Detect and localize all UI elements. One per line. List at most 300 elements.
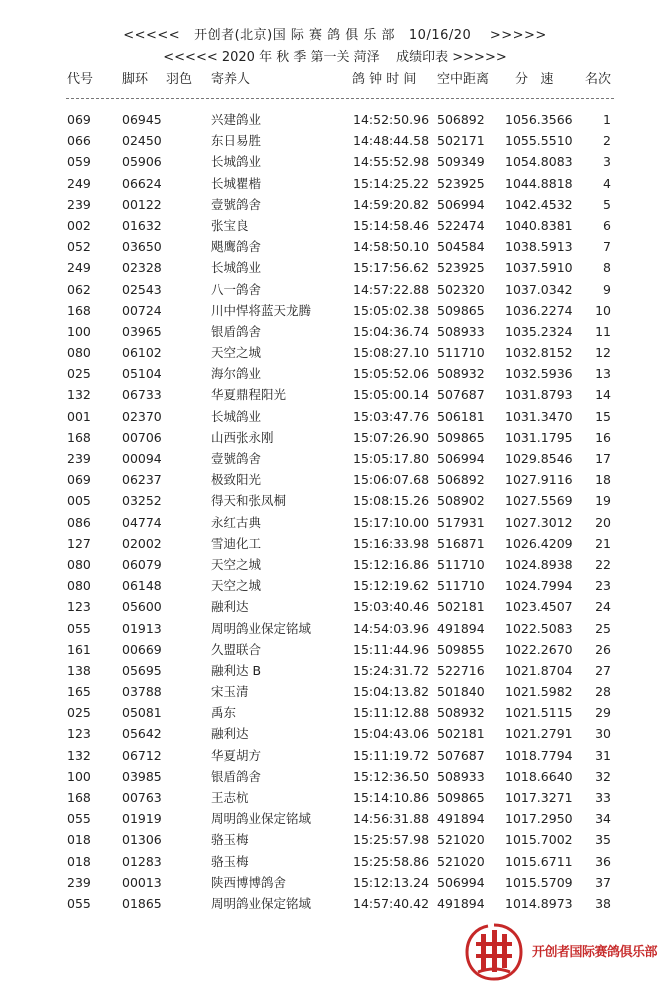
header-code: 代号 (67, 72, 94, 87)
row-time: 15:05:00.14 (353, 387, 430, 403)
row-ring: 05906 (122, 154, 162, 170)
row-owner: 禹东 (211, 705, 237, 721)
row-code: 025 (67, 366, 91, 382)
row-distance: 508933 (437, 323, 485, 339)
header-owner: 寄养人 (211, 72, 251, 87)
row-ring: 06712 (122, 747, 162, 763)
row-distance: 509865 (437, 790, 485, 805)
row-rank: 9 (603, 281, 611, 297)
row-time: 14:58:50.10 (353, 239, 430, 255)
row-distance: 502181 (437, 726, 485, 742)
table-row (0, 872, 670, 893)
row-code: 080 (67, 556, 91, 572)
results-table (0, 109, 670, 914)
row-owner: 周明鸽业保定铭域 (211, 811, 312, 827)
header-rank: 名次 (585, 72, 612, 87)
row-time: 14:59:20.82 (353, 196, 430, 212)
row-ring: 06945 (122, 112, 162, 127)
header-distance: 空中距离 (437, 72, 490, 87)
row-owner: 长城鸽业 (211, 260, 262, 276)
table-row (0, 321, 670, 342)
row-ring: 00013 (122, 874, 162, 890)
row-ring: 03650 (122, 239, 162, 255)
table-row (0, 829, 670, 850)
row-distance: 511710 (437, 345, 485, 361)
row-code: 055 (67, 620, 91, 636)
row-speed: 1054.8083 (505, 154, 573, 170)
row-time: 14:52:50.96 (353, 112, 430, 127)
row-time: 15:12:36.50 (353, 768, 430, 784)
row-rank: 10 (595, 302, 611, 318)
row-distance: 506892 (437, 472, 485, 488)
table-row (0, 893, 670, 914)
row-owner: 银盾鸽舍 (211, 768, 262, 784)
row-code: 127 (67, 535, 91, 551)
row-code: 239 (67, 874, 91, 890)
row-ring: 02328 (122, 260, 162, 276)
row-ring: 00724 (122, 302, 162, 318)
table-row (0, 109, 670, 130)
row-code: 069 (67, 472, 91, 488)
table-row (0, 384, 670, 405)
row-rank: 14 (595, 387, 611, 403)
row-rank: 25 (595, 620, 611, 636)
row-distance: 521020 (437, 853, 485, 869)
row-distance: 502320 (437, 281, 485, 297)
row-rank: 2 (603, 133, 611, 149)
table-row (0, 618, 670, 639)
row-rank: 18 (595, 472, 611, 488)
table-row (0, 639, 670, 660)
table-row (0, 787, 670, 808)
row-speed: 1014.8973 (505, 895, 573, 911)
row-owner: 长城鸽业 (211, 408, 262, 424)
row-code: 132 (67, 747, 91, 763)
row-speed: 1040.8381 (505, 217, 573, 233)
row-distance: 523925 (437, 175, 485, 191)
row-code: 168 (67, 429, 91, 445)
row-distance: 506994 (437, 451, 485, 466)
kaichuangzhe-logo-icon (464, 922, 524, 982)
row-speed: 1036.2274 (505, 302, 573, 318)
row-speed: 1015.6711 (505, 853, 573, 869)
row-rank: 22 (595, 556, 611, 572)
row-rank: 37 (595, 874, 611, 890)
row-code: 001 (67, 408, 91, 424)
row-owner: 久盟联合 (211, 641, 262, 657)
row-time: 15:14:25.22 (353, 175, 430, 191)
row-speed: 1042.4532 (505, 196, 573, 212)
row-owner: 华夏鼎程阳光 (211, 387, 287, 403)
row-code: 161 (67, 641, 91, 657)
row-owner: 周明鸽业保定铭域 (211, 620, 312, 636)
row-time: 14:57:40.42 (353, 895, 430, 911)
row-rank: 36 (595, 853, 611, 869)
row-code: 168 (67, 302, 91, 318)
row-owner: 王志杭 (211, 790, 249, 805)
table-row (0, 448, 670, 469)
header-color: 羽色 (166, 72, 193, 87)
table-row (0, 300, 670, 321)
row-owner: 永红古典 (211, 514, 262, 530)
row-speed: 1037.5910 (505, 260, 573, 276)
row-speed: 1027.9116 (505, 472, 573, 488)
row-code: 100 (67, 323, 91, 339)
table-row (0, 808, 670, 829)
row-distance: 501840 (437, 684, 485, 700)
row-speed: 1018.7794 (505, 747, 573, 763)
row-distance: 522474 (437, 217, 485, 233)
header-divider (66, 98, 614, 99)
row-ring: 01919 (122, 811, 162, 827)
row-distance: 509349 (437, 154, 485, 170)
row-rank: 5 (603, 196, 611, 212)
row-rank: 35 (595, 832, 611, 848)
row-ring: 05104 (122, 366, 162, 382)
row-ring: 03788 (122, 684, 162, 700)
row-owner: 银盾鸽舍 (211, 323, 262, 339)
row-distance: 491894 (437, 620, 485, 636)
row-time: 14:54:03.96 (353, 620, 430, 636)
row-owner: 宋玉清 (211, 684, 249, 700)
row-owner: 融利达 (211, 599, 249, 615)
row-time: 15:04:36.74 (353, 323, 430, 339)
row-time: 15:04:43.06 (353, 726, 430, 742)
row-code: 002 (67, 217, 91, 233)
row-speed: 1055.5510 (505, 133, 573, 149)
row-distance: 491894 (437, 811, 485, 827)
row-speed: 1031.8793 (505, 387, 573, 403)
row-owner: 天空之城 (211, 578, 262, 594)
row-time: 15:17:10.00 (353, 514, 430, 530)
row-speed: 1031.1795 (505, 429, 573, 445)
row-time: 15:05:17.80 (353, 451, 430, 466)
row-time: 15:11:44.96 (353, 641, 430, 657)
row-speed: 1015.5709 (505, 874, 573, 890)
row-code: 249 (67, 260, 91, 276)
row-rank: 12 (595, 345, 611, 361)
row-code: 018 (67, 853, 91, 869)
row-distance: 502181 (437, 599, 485, 615)
row-rank: 16 (595, 429, 611, 445)
row-code: 080 (67, 345, 91, 361)
row-time: 15:06:07.68 (353, 472, 430, 488)
row-rank: 23 (595, 578, 611, 594)
row-distance: 509865 (437, 429, 485, 445)
row-owner: 长城鸽业 (211, 154, 262, 170)
table-row (0, 130, 670, 151)
row-rank: 21 (595, 535, 611, 551)
row-code: 005 (67, 493, 91, 509)
row-ring: 00763 (122, 790, 162, 805)
row-ring: 06237 (122, 472, 162, 488)
row-ring: 02370 (122, 408, 162, 424)
row-distance: 507687 (437, 387, 485, 403)
row-rank: 1 (603, 112, 611, 127)
table-row (0, 215, 670, 236)
row-ring: 04774 (122, 514, 162, 530)
table-row (0, 660, 670, 681)
row-speed: 1022.5083 (505, 620, 573, 636)
table-row (0, 469, 670, 490)
row-owner: 融利达 (211, 726, 249, 742)
row-distance: 521020 (437, 832, 485, 848)
row-distance: 516871 (437, 535, 485, 551)
row-time: 15:08:15.26 (353, 493, 430, 509)
table-row (0, 554, 670, 575)
row-rank: 31 (595, 747, 611, 763)
row-owner: 长城瞿楷 (211, 175, 262, 191)
table-row (0, 427, 670, 448)
row-code: 249 (67, 175, 91, 191)
header-ring: 脚环 (122, 72, 149, 87)
row-code: 168 (67, 790, 91, 805)
row-ring: 05695 (122, 662, 162, 678)
row-rank: 28 (595, 684, 611, 700)
table-row (0, 533, 670, 554)
row-owner: 陕西博博鸽舍 (211, 874, 287, 890)
row-speed: 1017.3271 (505, 790, 573, 805)
row-time: 15:25:58.86 (353, 853, 430, 869)
row-code: 086 (67, 514, 91, 530)
row-code: 100 (67, 768, 91, 784)
row-rank: 7 (603, 239, 611, 255)
row-speed: 1024.8938 (505, 556, 573, 572)
row-distance: 502171 (437, 133, 485, 149)
row-time: 15:12:13.24 (353, 874, 430, 890)
row-distance: 523925 (437, 260, 485, 276)
row-speed: 1022.2670 (505, 641, 573, 657)
row-owner: 兴建鸽业 (211, 112, 262, 127)
row-ring: 06148 (122, 578, 162, 594)
row-speed: 1021.5115 (505, 705, 573, 721)
row-ring: 00669 (122, 641, 162, 657)
row-ring: 01306 (122, 832, 162, 848)
row-ring: 01913 (122, 620, 162, 636)
row-owner: 天空之城 (211, 345, 262, 361)
row-distance: 509865 (437, 302, 485, 318)
table-row (0, 342, 670, 363)
table-row (0, 575, 670, 596)
row-ring: 00706 (122, 429, 162, 445)
row-code: 123 (67, 599, 91, 615)
row-ring: 05642 (122, 726, 162, 742)
row-ring: 00094 (122, 451, 162, 466)
row-time: 15:12:19.62 (353, 578, 430, 594)
row-speed: 1035.2324 (505, 323, 573, 339)
row-time: 15:03:40.46 (353, 599, 430, 615)
table-row (0, 596, 670, 617)
row-distance: 509855 (437, 641, 485, 657)
row-speed: 1023.4507 (505, 599, 573, 615)
row-distance: 506892 (437, 112, 485, 127)
row-distance: 506994 (437, 196, 485, 212)
row-speed: 1031.3470 (505, 408, 573, 424)
row-ring: 06733 (122, 387, 162, 403)
row-owner: 雪迪化工 (211, 535, 262, 551)
row-time: 15:04:13.82 (353, 684, 430, 700)
row-rank: 26 (595, 641, 611, 657)
table-row (0, 363, 670, 384)
row-owner: 张宝良 (211, 217, 249, 233)
row-time: 15:11:12.88 (353, 705, 430, 721)
row-time: 15:14:10.86 (353, 790, 430, 805)
header-time: 鸽 钟 时 间 (352, 72, 417, 87)
row-time: 15:24:31.72 (353, 662, 430, 678)
row-distance: 508932 (437, 366, 485, 382)
row-time: 15:17:56.62 (353, 260, 430, 276)
row-code: 132 (67, 387, 91, 403)
row-time: 15:14:58.46 (353, 217, 430, 233)
row-code: 055 (67, 895, 91, 911)
row-rank: 20 (595, 514, 611, 530)
row-rank: 19 (595, 493, 611, 509)
row-code: 062 (67, 281, 91, 297)
row-owner: 壹號鸽舍 (211, 196, 262, 212)
row-owner: 骆玉梅 (211, 853, 249, 869)
row-code: 069 (67, 112, 91, 127)
row-time: 14:56:31.88 (353, 811, 430, 827)
table-row (0, 851, 670, 872)
row-speed: 1024.7994 (505, 578, 573, 594)
row-owner: 山西张永刚 (211, 429, 274, 445)
row-distance: 517931 (437, 514, 485, 530)
table-row (0, 406, 670, 427)
table-row (0, 512, 670, 533)
row-rank: 13 (595, 366, 611, 382)
row-rank: 15 (595, 408, 611, 424)
row-code: 080 (67, 578, 91, 594)
row-owner: 极致阳光 (211, 472, 262, 488)
row-rank: 17 (595, 451, 611, 466)
row-speed: 1038.5913 (505, 239, 573, 255)
row-ring: 01632 (122, 217, 162, 233)
row-rank: 33 (595, 790, 611, 805)
row-code: 165 (67, 684, 91, 700)
table-row (0, 151, 670, 172)
row-rank: 8 (603, 260, 611, 276)
row-time: 14:55:52.98 (353, 154, 430, 170)
column-header-row (0, 68, 670, 88)
row-code: 055 (67, 811, 91, 827)
row-rank: 3 (603, 154, 611, 170)
row-owner: 得天和张凤桐 (211, 493, 287, 509)
row-ring: 06624 (122, 175, 162, 191)
row-owner: 骆玉梅 (211, 832, 249, 848)
row-ring: 00122 (122, 196, 162, 212)
row-ring: 01865 (122, 895, 162, 911)
row-owner: 壹號鸽舍 (211, 451, 262, 466)
row-speed: 1044.8818 (505, 175, 573, 191)
row-owner: 飓鹰鸽舍 (211, 239, 262, 255)
row-code: 025 (67, 705, 91, 721)
row-speed: 1056.3566 (505, 112, 573, 127)
row-distance: 508932 (437, 705, 485, 721)
row-time: 15:16:33.98 (353, 535, 430, 551)
row-owner: 周明鸽业保定铭域 (211, 895, 312, 911)
row-owner: 华夏胡方 (211, 747, 262, 763)
table-row (0, 173, 670, 194)
row-distance: 511710 (437, 578, 485, 594)
row-distance: 522716 (437, 662, 485, 678)
row-distance: 508933 (437, 768, 485, 784)
row-ring: 01283 (122, 853, 162, 869)
row-distance: 491894 (437, 895, 485, 911)
row-speed: 1026.4209 (505, 535, 573, 551)
row-ring: 03252 (122, 493, 162, 509)
row-time: 15:11:19.72 (353, 747, 430, 763)
row-ring: 02543 (122, 281, 162, 297)
row-code: 066 (67, 133, 91, 149)
row-time: 15:12:16.86 (353, 556, 430, 572)
report-subtitle: <<<<< 2020 年 秋 季 第一关 菏泽 成绩印表 >>>>> (163, 50, 507, 65)
row-speed: 1037.0342 (505, 281, 573, 297)
row-time: 15:07:26.90 (353, 429, 430, 445)
row-speed: 1029.8546 (505, 451, 573, 466)
row-time: 15:05:02.38 (353, 302, 430, 318)
row-code: 018 (67, 832, 91, 848)
row-distance: 507687 (437, 747, 485, 763)
row-owner: 八一鸽舍 (211, 281, 262, 297)
table-row (0, 490, 670, 511)
row-code: 052 (67, 239, 91, 255)
table-row (0, 745, 670, 766)
row-code: 123 (67, 726, 91, 742)
row-rank: 34 (595, 811, 611, 827)
row-rank: 11 (595, 323, 611, 339)
row-code: 138 (67, 662, 91, 678)
table-row (0, 681, 670, 702)
header-speed: 分 速 (515, 72, 554, 87)
row-time: 15:05:52.06 (353, 366, 430, 382)
row-ring: 03985 (122, 768, 162, 784)
row-ring: 02002 (122, 535, 162, 551)
row-owner: 天空之城 (211, 556, 262, 572)
row-ring: 03965 (122, 323, 162, 339)
row-speed: 1015.7002 (505, 832, 573, 848)
row-ring: 06102 (122, 345, 162, 361)
row-ring: 02450 (122, 133, 162, 149)
row-rank: 32 (595, 768, 611, 784)
row-rank: 6 (603, 217, 611, 233)
row-speed: 1018.6640 (505, 768, 573, 784)
row-distance: 508902 (437, 493, 485, 509)
row-owner: 海尔鸽业 (211, 366, 262, 382)
row-speed: 1027.5569 (505, 493, 573, 509)
report-title: <<<<< 开创者(北京)国 际 赛 鸽 俱 乐 部 10/16/20 >>>>> (123, 28, 547, 43)
row-time: 14:57:22.88 (353, 281, 430, 297)
row-rank: 38 (595, 895, 611, 911)
row-rank: 29 (595, 705, 611, 721)
row-rank: 24 (595, 599, 611, 615)
row-owner: 川中悍将蓝天龙腾 (211, 302, 312, 318)
row-rank: 27 (595, 662, 611, 678)
row-distance: 506994 (437, 874, 485, 890)
row-time: 14:48:44.58 (353, 133, 430, 149)
row-code: 239 (67, 451, 91, 466)
row-code: 059 (67, 154, 91, 170)
table-row (0, 702, 670, 723)
row-ring: 05081 (122, 705, 162, 721)
table-row (0, 723, 670, 744)
row-distance: 506181 (437, 408, 485, 424)
row-code: 239 (67, 196, 91, 212)
row-speed: 1021.8704 (505, 662, 573, 678)
row-ring: 05600 (122, 599, 162, 615)
row-speed: 1017.2950 (505, 811, 573, 827)
table-row (0, 257, 670, 278)
row-owner: 东日易胜 (211, 133, 262, 149)
